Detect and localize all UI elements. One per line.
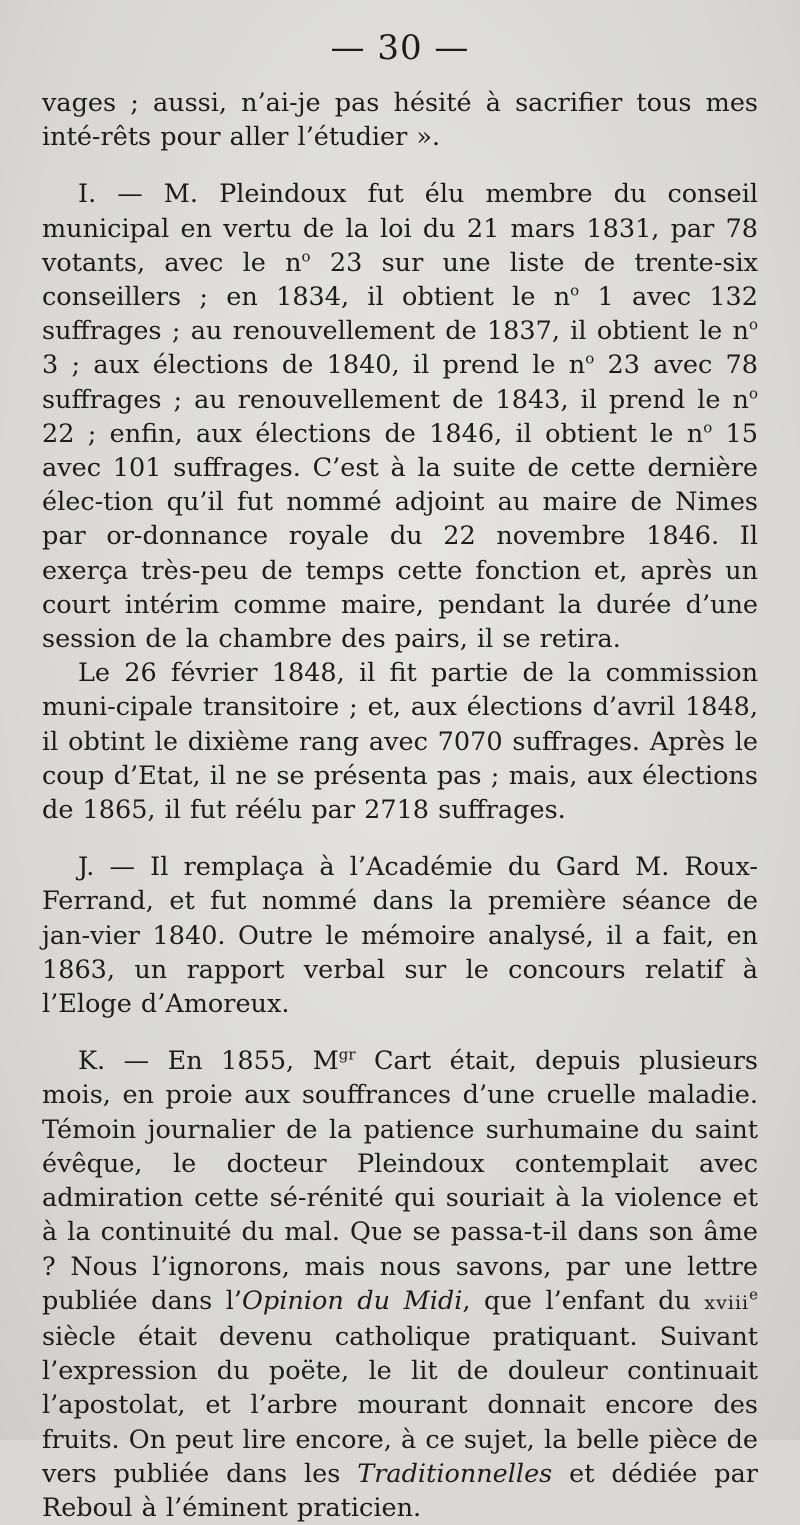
text-run: 23 sur une liste de trente-six conseillers ; en 1834, il obtient le n xyxy=(42,247,758,313)
text-run: I. — M. Pleindoux fut élu membre du conseil municipal en vertu de la loi du 21 mars 1831, par 78 votants, avec le n xyxy=(42,179,758,278)
text-run: e xyxy=(749,1285,758,1304)
text-run: 15 avec 101 suffrages. C’est à la suite de cette dernière élec-tion qu’il fut nommé adjoint au maire de Nimes par or-donnance royale du 22 novembre 1846. Il exerça très-peu de temps cette fonction et, après un court intérim comme maire, pendant la durée d’une session de la chambre des pairs, il se retira. xyxy=(42,418,758,655)
text-run: vages ; aussi, n’ai-je pas hésité à sacrifier tous mes inté-rêts pour aller l’étudier ». xyxy=(42,88,758,153)
text-run: o xyxy=(748,315,758,334)
text-run: o xyxy=(703,418,713,437)
text-run: Cart était, depuis plusieurs mois, en proie aux souffrances d’une cruelle maladie. Témoin journalier de la patience surhumaine du saint évêque, le docteur Pleindoux contemplait avec admiration cette sé-rénité qui souriait à la violence et à la continuité du mal. Que se passa-t-il dans son âme ? Nous l’ignorons, mais nous savons, par une lettre publiée dans l’ xyxy=(42,1046,758,1316)
text-run: 3 ; aux élections de 1840, il prend le n xyxy=(42,350,586,381)
paragraph-note-i xyxy=(42,177,758,656)
text-run: Le 26 février 1848, il fit partie de la commission muni-cipale transitoire ; et, aux élections d’avril 1848, il obtint le dixième rang avec 7070 suffrages. Après le coup d’Etat, il ne se présenta pas ; mais, aux élections de 1865, il fut réélu par 2718 suffrages. xyxy=(42,658,758,826)
text-run: J. — Il remplaça à l’Académie du Gard M. Roux-Ferrand, et fut nommé dans la première séance de jan-vier 1840. Outre le mémoire analysé, il a fait, en 1863, un rapport verbal sur le concours relatif à l’Eloge d’Amoreux. xyxy=(42,852,758,1020)
text-run: o xyxy=(570,281,580,300)
text-run: , que l’enfant du xyxy=(462,1285,705,1316)
text-run: xviii xyxy=(704,1291,750,1314)
text-run: Opinion du Midi xyxy=(242,1285,463,1316)
paragraph-continuation xyxy=(42,86,758,154)
text-run: 22 ; enfin, aux élections de 1846, il obtient le n xyxy=(42,418,704,449)
text-run: o xyxy=(585,349,595,368)
text-run: et dédiée par Reboul à l’éminent praticien. xyxy=(42,1458,758,1523)
page-body xyxy=(42,86,758,1525)
text-run: o xyxy=(301,247,311,266)
text-run: siècle était devenu catholique pratiquant. Suivant l’expression du poëte, le lit de douleur continuait l’apostolat, et l’arbre mourant donnait encore des fruits. On peut lire encore, à ce sujet, la belle pièce de vers publiée dans les xyxy=(42,1321,758,1489)
paragraph-note-i-continued xyxy=(42,656,758,827)
text-run: o xyxy=(748,384,758,403)
text-run: gr xyxy=(338,1045,356,1064)
text-run: Traditionnelles xyxy=(357,1458,553,1489)
paragraph-note-j xyxy=(42,850,758,1021)
text-run: 23 avec 78 suffrages ; au renouvellement de 1843, il prend le n xyxy=(42,350,759,415)
text-run: K. — En 1855, M xyxy=(78,1046,339,1077)
text-run: 1 avec 132 suffrages ; au renouvellement de 1837, il obtient le n xyxy=(42,282,758,347)
paragraph-note-k xyxy=(42,1044,758,1525)
page-number: — 30 — xyxy=(330,28,470,68)
